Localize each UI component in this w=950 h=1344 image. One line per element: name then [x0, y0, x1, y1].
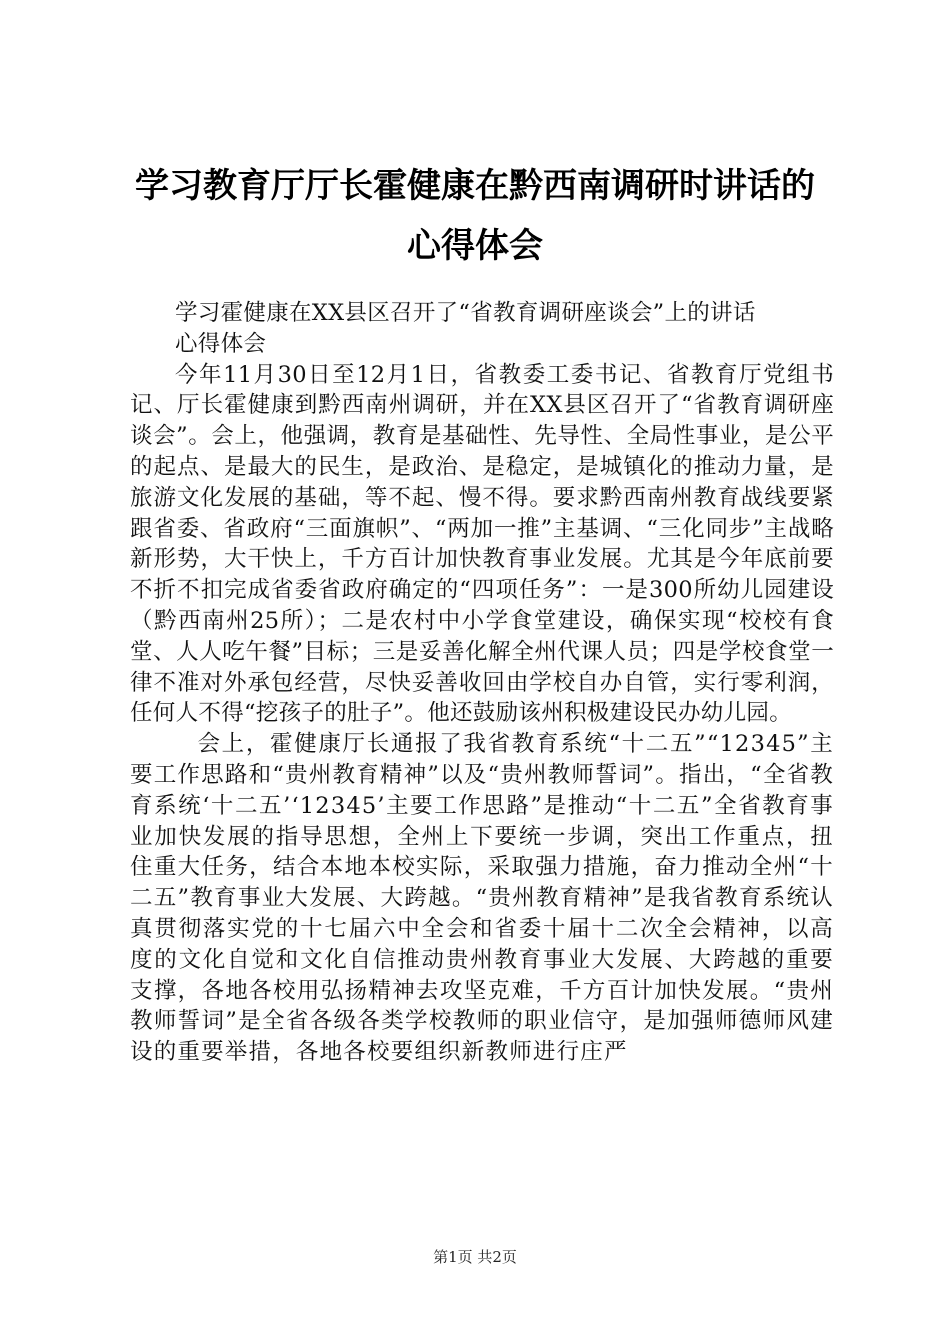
document-title-line-2: 心得体会: [407, 226, 543, 266]
document-body: [130, 298, 834, 1068]
paragraph-2: 会上，霍健康厅长通报了我省教育系统“十二五”“12345”主要工作思路和“贵州教育精神”以及“贵州教师誓词”。指出，“全省教育系统‘十二五’‘12345’主要工作思路”是推动“十二五”全省教育事业加快发展的指导思想，全州上下要统一步调，突出工作重点，扭住重大任务，结合本地本校实际，采取强力措施，奋力推动全州“十二五”教育事业大发展、大跨越。“贵州教育精神”是我省教育系统认真贯彻落实党的十七届六中全会和省委十届十二次全会精神，以高度的文化自觉和文化自信推动贵州教育事业大发展、大跨越的重要支撑，各地各校用弘扬精神去攻坚克难，千方百计加快发展。“贵州教师誓词”是全省各级各类学校教师的职业信守，是加强师德师风建设的重要举措，各地各校要组织新教师进行庄严: [130, 731, 834, 1066]
paragraph-subtitle: 学习霍健康在XX县区召开了“省教育调研座谈会”上的讲话: [175, 300, 756, 326]
paragraph-1: 今年11月30日至12月1日，省教委工委书记、省教育厅党组书记、厅长霍健康到黔西南州调研，并在XX县区召开了“省教育调研座谈会”。会上，他强调，教育是基础性、先导性、全局性事业，是公平的起点、是最大的民生，是政治、是稳定，是城镇化的推动力量，是旅游文化发展的基础，等不起、慢不得。要求黔西南州教育战线要紧跟省委、省政府“三面旗帜”、“两加一推”主基调、“三化同步”主战略新形势，大干快上，千方百计加快教育事业发展。尤其是今年底前要不折不扣完成省委省政府确定的“四项任务”：一是300所幼儿园建设（黔西南州25所）；二是农村中小学食堂建设，确保实现“校校有食堂、人人吃午餐”目标；三是妥善化解全州代课人员；四是学校食堂一律不准对外承包经营，尽快妥善收回由学校自办自管，实行零利润，任何人不得“挖孩子的肚子”。他还鼓励该州积极建设民办幼儿园。: [130, 361, 834, 727]
document-title-line-1: 学习教育厅厅长霍健康在黔西南调研时讲话的: [135, 166, 815, 206]
paragraph-subtitle-2: 心得体会: [175, 330, 267, 357]
page-footer: 第1页 共2页: [433, 1248, 517, 1266]
